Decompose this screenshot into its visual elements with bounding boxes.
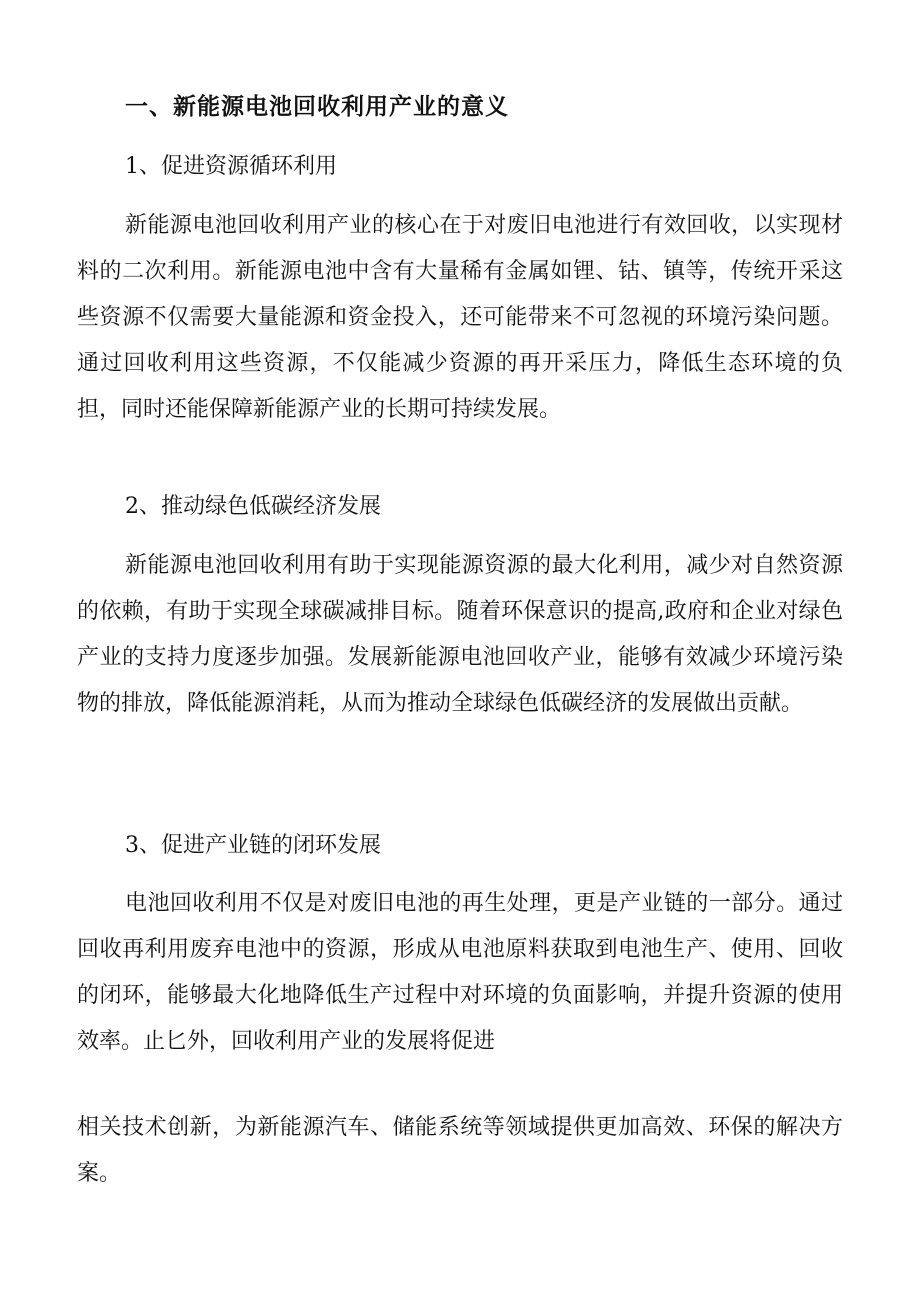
document-title: 一、新能源电池回收利用产业的意义 [125, 93, 509, 120]
section-1-paragraph: 新能源电池回收利用产业的核心在于对废旧电池进行有效回收，以实现材料的二次利用。新能源电池中含有大量稀有金属如锂、钴、镇等，传统开采这些资源不仅需要大量能源和资金投入，还可能带来不可忽视的环境污染问题。通过回收利用这些资源，不仅能减少资源的再开采压力，降低生态环境的负担，同时还能保障新能源产业的长期可持续发展。 [77, 213, 843, 422]
section-2-heading: 2、推动绿色低碳经济发展 [125, 494, 381, 519]
section-1-heading: 1、促进资源循环利用 [125, 154, 337, 179]
section-2-paragraph: 新能源电池回收利用有助于实现能源资源的最大化利用，减少对自然资源的依赖，有助于实现全球碳减排目标。随着环保意识的提高,政府和企业对绿色产业的支持力度逐步加强。发展新能源电池回收产业，能够有效减少环境污染物的排放，降低能源消耗，从而为推动全球绿色低碳经济的发展做出贡献。 [77, 553, 843, 716]
section-3-heading: 3、促进产业链的闭环发展 [125, 833, 381, 858]
section-3-paragraph: 电池回收利用不仅是对废旧电池的再生处理，更是产业链的一部分。通过回收再利用废弃电池中的资源，形成从电池原料获取到电池生产、使用、回收的闭环，能够最大化地降低生产过程中对环境的负面影响，并提升资源的使用效率。止匕外，回收利用产业的发展将促进 [77, 891, 843, 1054]
section-3-continuation: 相关技术创新，为新能源汽车、储能系统等领域提供更加高效、环保的解决方案。 [77, 1115, 843, 1186]
